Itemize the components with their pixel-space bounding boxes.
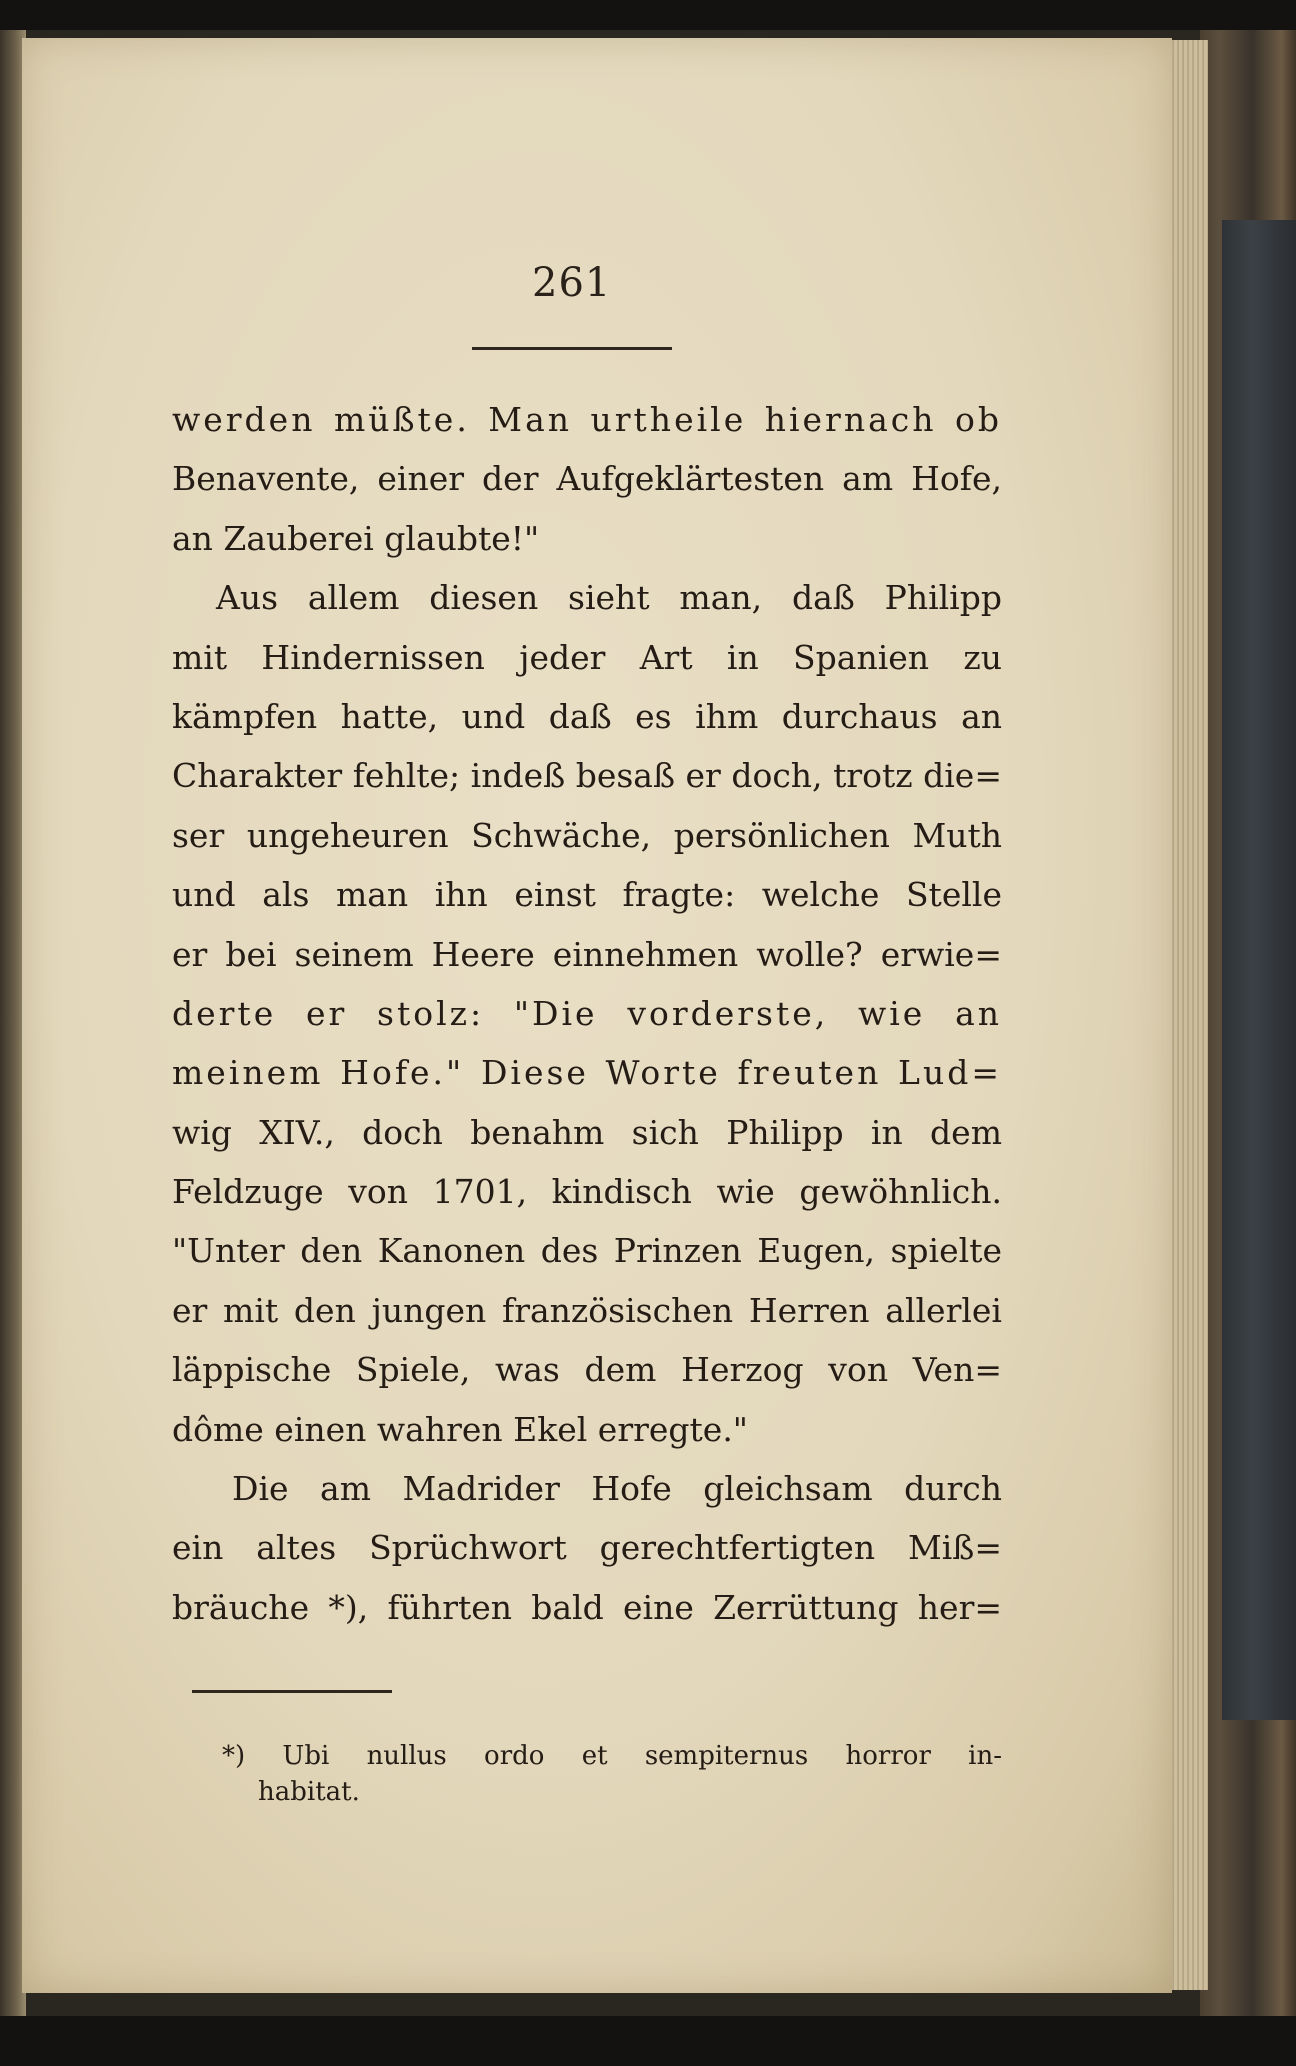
text-line: und als man ihn einst fragte: welche Stelle <box>172 875 1002 915</box>
scan-background-top <box>0 0 1296 30</box>
text-line: ein altes Sprüchwort gerechtfertigten Miß= <box>172 1528 1002 1568</box>
page-sheet <box>22 38 1172 1993</box>
text-line: Benavente, einer der Aufgeklärtesten am Hofe, <box>172 459 1002 499</box>
text-line: Feldzuge von 1701, kindisch wie gewöhnlich. <box>172 1172 1002 1212</box>
footnote-rule <box>192 1690 392 1693</box>
text-line: bräuche *), führten bald eine Zerrüttung her= <box>172 1587 1002 1627</box>
text-line: Charakter fehlte; indeß besaß er doch, trotz die= <box>172 756 1002 796</box>
text-line: kämpfen hatte, und daß es ihm durchaus an <box>172 696 1002 736</box>
footnote-line: habitat. <box>258 1777 360 1807</box>
footnote-line: *) Ubi nullus ordo et sempiternus horror in- <box>222 1741 1002 1771</box>
book-spine <box>1222 220 1296 1720</box>
footnote <box>222 1738 1002 1810</box>
text-line: an Zauberei glaubte!" <box>172 518 540 558</box>
text-line: dôme einen wahren Ekel erregte." <box>172 1409 748 1449</box>
text-line: läppische Spiele, was dem Herzog von Ven= <box>172 1350 1002 1390</box>
body-text <box>172 390 1002 1637</box>
text-line: er bei seinem Heere einnehmen wolle? erwie= <box>172 934 1002 974</box>
text-line: Aus allem diesen sieht man, daß Philipp <box>216 578 1002 618</box>
text-line: er mit den jungen französischen Herren allerlei <box>172 1290 1002 1330</box>
text-line: mit Hindernissen jeder Art in Spanien zu <box>172 637 1002 677</box>
text-line: wig XIV., doch benahm sich Philipp in dem <box>172 1112 1002 1152</box>
scan-background-bottom <box>0 2016 1296 2066</box>
text-line: derte er stolz: "Die vorderste, wie an <box>172 993 1002 1033</box>
text-line: Die am Madrider Hofe gleichsam durch <box>232 1469 1002 1509</box>
text-line: ser ungeheuren Schwäche, persönlichen Muth <box>172 815 1002 855</box>
text-line: "Unter den Kanonen des Prinzen Eugen, spielte <box>172 1231 1002 1271</box>
page-number: 261 <box>532 260 612 306</box>
text-line: meinem Hofe." Diese Worte freuten Lud= <box>172 1053 1002 1093</box>
header-rule <box>472 347 672 350</box>
text-line: werden müßte. Man urtheile hiernach ob <box>172 400 1002 439</box>
